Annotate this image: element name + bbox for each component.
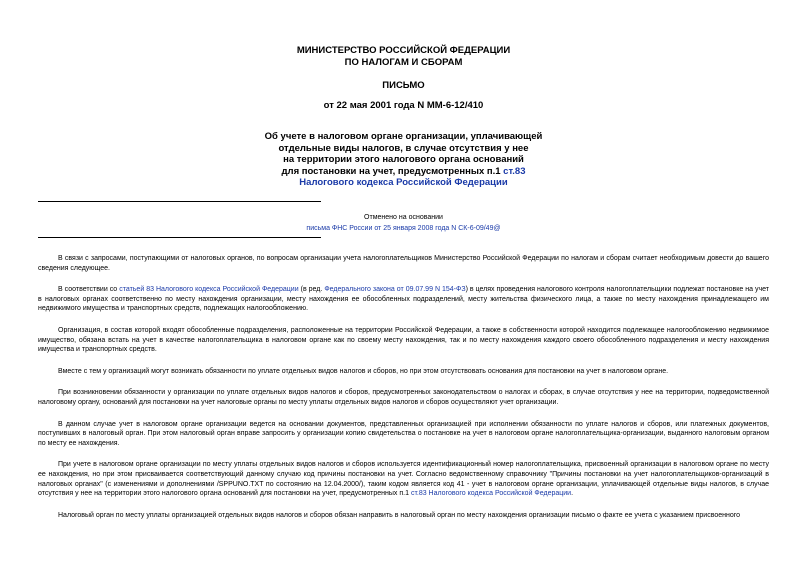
subject-line4-text: для постановки на учет, предусмотренных п.1 <box>281 165 504 177</box>
article-83-code-link[interactable]: ст.83 Налогового кодекса Российской Федерации <box>410 490 572 498</box>
article-83-link[interactable]: статьей 83 Налогового кодекса Российской Федерации <box>119 286 299 294</box>
subject-line1: Об учете в налоговом органе организации, уплачивающей <box>264 131 543 142</box>
ministry-line1: МИНИСТЕРСТВО РОССИЙСКОЙ ФЕДЕРАЦИИ <box>296 45 511 56</box>
paragraph-4: Вместе с тем у организаций могут возникать обязанности по уплате отдельных видов налогов и сборов, но при этом отсутствовать основания для постановки на учет в налоговом органе. <box>58 367 669 375</box>
paragraph-1: В связи с запросами, поступающими от налоговых органов, по вопросам организации учета налогоплательщиков Министерство Российской Федерации по налогам и сборам считает необходимым довести до вашего сведения следующее. <box>38 255 769 272</box>
paragraph-5: При возникновении обязанности у организации по уплате отдельных видов налогов и сборов, предусмотренных законодательством о налогах и сборах, в случае отсутствия у нее на территории, подведомственной налоговому органу, оснований для постановки на учет налоговые органы по месту уплаты отдельных видов налогов и сборов осуществляют учет организации. <box>38 389 769 406</box>
paragraph-6: В данном случае учет в налоговом органе организации ведется на основании документов, представленных организацией при исполнении обязанности по уплате налогов и сборов, или платежных документов, поступивших в налоговый орган. При этом налоговый орган вправе запросить у организации копию свидетельства о постановке на учет в налоговом органе налогоплательщика-организации, выданного налоговым органом по месту ее нахождения. <box>38 420 769 447</box>
paragraph-3: Организация, в состав которой входят обособленные подразделения, расположенные на территории Российской Федерации, а также в собственности которой находится подлежащее налогообложению недвижимое имущество, обязана встать на учет в качестве налогоплательщика в налоговом органе как по своему месту нахождения, так и по месту нахождения каждого своего обособленного подразделения и месту нахождения имущества и транспортных средств. <box>38 326 769 354</box>
paragraph-8: Налоговый орган по месту уплаты организацией отдельных видов налогов и сборов обязан направить в налоговый орган по месту нахождения организации письмо о факте ее учета с указанием присвоенного <box>58 511 741 519</box>
ministry-line2: ПО НАЛОГАМ И СБОРАМ <box>344 57 463 68</box>
cancellation-line <box>0 224 807 234</box>
cancellation-label: Отменено на основании <box>364 214 443 221</box>
paragraph-7-text-b: . <box>571 490 574 498</box>
paragraph-2-text-a: В соответствии со <box>58 286 120 294</box>
paragraph-2 <box>38 285 769 314</box>
paragraph-2-text-b: (в ред. <box>298 286 325 294</box>
paragraph-7 <box>38 460 769 498</box>
cancellation-link[interactable]: письма ФНС России от 25 января 2008 года N СК-6-09/49@ <box>306 225 501 232</box>
letter-body <box>38 254 769 532</box>
subject-line3: на территории этого налогового органа оснований <box>283 154 524 165</box>
subject-article-link[interactable]: ст.83 <box>503 165 526 177</box>
federal-law-link[interactable]: Федерального закона от 09.07.99 N 154-ФЗ <box>324 286 466 294</box>
subject-line4 <box>0 166 807 178</box>
doc-date-number: от 22 мая 2001 года N ММ-6-12/410 <box>323 100 484 111</box>
doc-type: ПИСЬМО <box>382 80 425 91</box>
paragraph-2-text-c: ) в целях проведения налогового контроля налогоплательщики подлежат постановке на учет в налоговых органах соответственно по месту нахождения организации, месту нахождения ее обособленных подразделений, месту жительства физического лица, а также по месту нахождения принадлежащего им недвижимого имущества и транспортных средств, подлежащих налогообложению. <box>38 286 769 313</box>
divider-bottom <box>38 237 321 238</box>
paragraph-7-text-a: При учете в налоговом органе организации по месту уплаты отдельных видов налогов и сборов используется идентификационный номер налогоплательщика, присвоенный организации в налоговом органе по месту ее нахождения, но при этом присваивается соответствующий данному случаю код причины постановки на учет. Согласно ведомственному справочнику "Причины постановки на учет налогоплательщиков-организаций в налоговых органах" (с изменениями и дополнениями /SPPUNO.TXT по состоянию на 12.04.2000/), таким кодом является код 41 - учет в налоговом органе организации, уплачивающей отдельные виды налогов, в случае отсутствия у нее на территории этого налогового органа оснований для постановки на учет, предусмотренных п.1 <box>38 461 769 498</box>
subject-code-link[interactable]: Налогового кодекса Российской Федерации <box>299 177 508 188</box>
subject-line5 <box>0 177 807 189</box>
divider-top <box>38 201 321 202</box>
subject-line2: отдельные виды налогов, в случае отсутствия у нее <box>278 142 529 154</box>
